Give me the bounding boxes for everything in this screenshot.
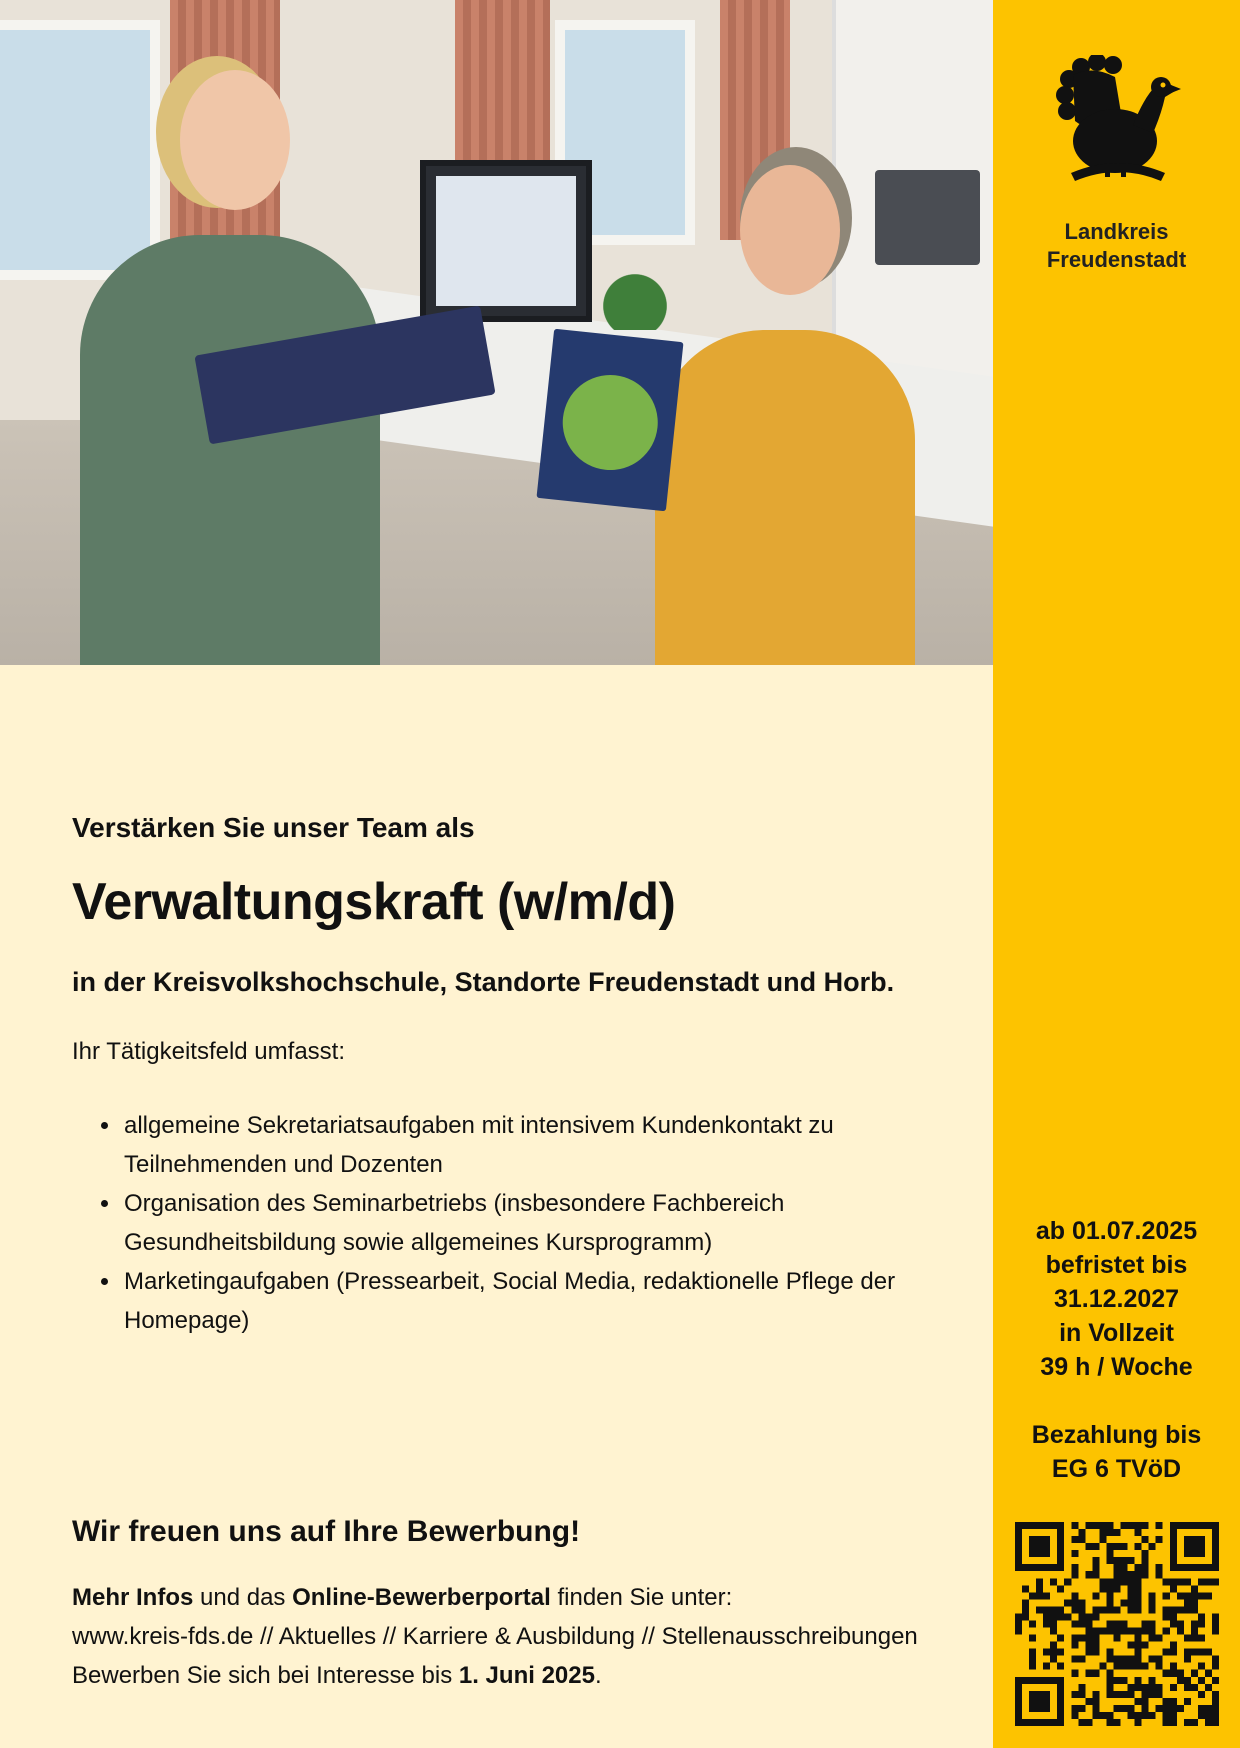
job-title: Verwaltungskraft (w/m/d): [72, 873, 676, 931]
capercaillie-crest-icon: [1053, 55, 1183, 195]
qr-code-icon[interactable]: [1015, 1522, 1219, 1726]
district-line1: Landkreis: [1064, 219, 1169, 244]
task-item: • Marketingaufgaben (Pressearbeit, Social Media, redaktionelle Pflege der Homepage): [122, 1262, 952, 1340]
photo-plant: [580, 250, 690, 330]
task-item: • Organisation des Seminarbetriebs (insbesondere Fachbereich Gesundheitsbildung sowie allgemeines Kursprogramm): [122, 1184, 952, 1262]
deadline-end: .: [594, 1662, 602, 1689]
photo-person-left: [80, 235, 380, 665]
photo-magazine-program: [536, 329, 683, 512]
deadline-text: Bewerben Sie sich bei Interesse bis: [72, 1662, 459, 1689]
info-text-find: finden Sie unter:: [550, 1584, 733, 1611]
photo-monitor: [420, 160, 592, 322]
term-limited: befristet bis: [1045, 1251, 1188, 1279]
photo-window-left: [0, 20, 160, 280]
application-info: [72, 1578, 972, 1695]
info-bold-more: Mehr Infos: [72, 1584, 194, 1611]
district-name: [993, 218, 1240, 274]
header-photo: [0, 0, 993, 665]
term-pay-line2: EG 6 TVöD: [1051, 1455, 1182, 1483]
term-hours: 39 h / Woche: [1040, 1353, 1193, 1381]
website-path-link[interactable]: www.kreis-fds.de // Aktuelles // Karriere & Ausbildung // Stellenausschreibungen: [72, 1623, 918, 1650]
deadline-date: 1. Juni 2025: [458, 1662, 595, 1689]
term-start: ab 01.07.2025: [1035, 1217, 1198, 1245]
ad-intro: Verstärken Sie unser Team als: [72, 812, 475, 843]
sidebar: [993, 0, 1240, 1748]
district-line2: Freudenstadt: [1046, 247, 1187, 272]
term-end-date: 31.12.2027: [1053, 1285, 1180, 1313]
info-bold-portal: Online-Bewerberportal: [292, 1584, 551, 1611]
job-ad-content: [72, 810, 952, 1340]
photo-person-right-head: [740, 165, 840, 295]
photo-person-right: [655, 330, 915, 665]
photo-person-left-head: [180, 70, 290, 210]
employment-terms: [993, 1214, 1240, 1486]
term-fulltime: in Vollzeit: [1059, 1319, 1174, 1347]
task-item: • allgemeine Sekretariatsaufgaben mit intensivem Kundenkontakt zu Teilnehmenden und Dozenten: [122, 1106, 952, 1184]
tasks-lead: Ihr Tätigkeitsfeld umfasst:: [72, 1038, 345, 1065]
job-location: in der Kreisvolkshochschule, Standorte Freudenstadt und Horb.: [72, 967, 895, 997]
task-list: [72, 1106, 952, 1340]
photo-printer: [875, 170, 980, 265]
info-text-and: und das: [193, 1584, 293, 1611]
term-pay-line1: Bezahlung bis: [1031, 1421, 1202, 1449]
closing-line: Wir freuen uns auf Ihre Bewerbung!: [72, 1515, 581, 1548]
